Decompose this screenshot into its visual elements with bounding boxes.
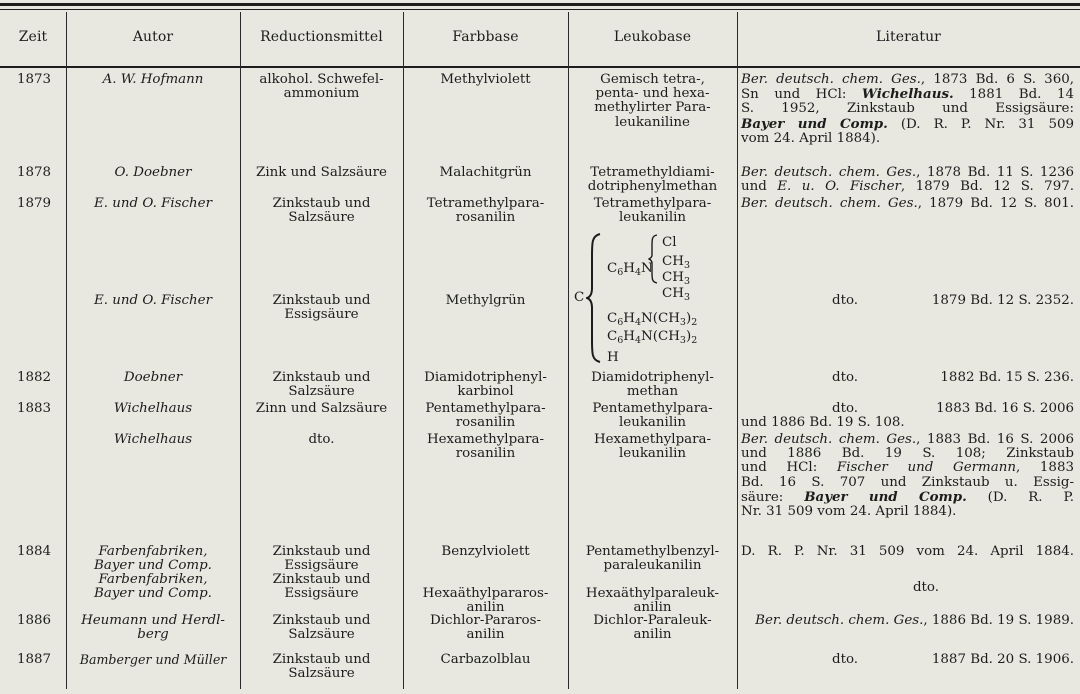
leukobase-line: penta- und hexa- [595,86,710,102]
reduction-line: Salzsäure [288,627,355,643]
farbbase-line: Tetramethylpara- [426,196,545,211]
literatur-line [741,197,1074,211]
column-divider [568,12,569,689]
literatur-line [741,73,1074,87]
reduction-line: Zinkstaub und [272,544,371,559]
author-cell [68,294,238,308]
farbbase-line: rosanilin [455,446,516,462]
header-bottom-rule [0,66,1080,68]
formula-subscript: 3 [683,260,690,271]
column-divider [240,12,241,689]
farbbase-cell [405,371,566,399]
reference-title: Ber. deutsch. chem. Ges. [741,432,917,447]
formula-subscript: 4 [634,317,642,328]
reference-text: und HCl: [741,460,837,476]
reference-text: (D. R. P. [966,489,1074,505]
formula-text: CH [662,286,684,301]
farbbase-line: Dichlor-Pararos- [429,613,542,628]
reduction-cell [242,653,401,681]
reduction-cell [242,197,401,225]
dto-reference: dto. [832,293,859,308]
formula-text: H [623,261,635,276]
formula-text: H [623,311,635,326]
reduction-line: Zinkstaub und [272,613,371,628]
leukobase-line: Dichlor-Paraleuk- [593,613,712,628]
literatur-cell: 1883 Bd. 16 S. 2006 [936,401,1074,416]
reduction-line: Salzsäure [288,384,355,400]
formula-subscript: 4 [634,335,642,346]
formula-cl: Cl [662,235,677,250]
author-cell [68,402,238,416]
author-line: Bayer und Comp. [94,558,212,574]
farbbase-line: rosanilin [455,415,516,431]
reference-text: Sn und HCl: [741,87,862,103]
farbbase-cell [405,587,566,615]
author-cell [68,545,238,573]
year-cell: 1873 [16,72,52,87]
reference-text: , 1879 Bd. 12 S. 801. [917,196,1074,211]
leukobase-cell [570,197,735,225]
formula-text: C [607,311,618,326]
year-cell: 1882 [16,370,52,385]
farbbase-line: Hexaäthylpararos- [422,586,549,601]
dto-reference: dto. [912,580,940,595]
author-cell [68,653,238,667]
leukobase-line: leukanilin [618,210,687,226]
literatur-line [741,117,1074,132]
formula-text: N(CH [641,329,680,344]
reduction-line: Essigsäure [284,586,359,602]
author-line: berg [137,627,169,643]
reduction-line: dto. [308,432,335,447]
formula-dimethylamino-phenyl [607,330,697,348]
reduction-line: Zinn und Salzsäure [255,401,388,416]
leukobase-line: leukanilin [618,446,687,462]
literatur-cell: 1887 Bd. 20 S. 1906. [931,652,1074,667]
formula-subscript: 4 [634,267,642,278]
farbbase-cell [405,402,566,430]
author-line: Wichelhaus [113,401,193,416]
reduction-cell [242,73,401,101]
leukobase-line: Gemisch tetra-, [600,72,705,87]
reduction-line: Zinkstaub und [272,370,371,385]
leukobase-cell [570,614,735,642]
reference-author: E. u. O. Fischer [777,179,901,195]
reference-text: , 1883 [1015,460,1074,476]
formula-subscript: 3 [683,292,690,303]
farbbase-cell [405,545,566,559]
header-zeit: Zeit [18,29,48,45]
farbbase-cell [405,653,566,667]
reference-author: Wichelhaus. [861,86,954,103]
reference-text: , 1883 Bd. 16 S. 2006 [916,432,1074,447]
formula-subscript: 6 [617,267,624,278]
farbbase-line: Benzylviolett [441,544,530,559]
literatur-cell [741,197,1074,211]
author-line: Farbenfabriken, [98,544,208,559]
formula-carbon: C [574,290,585,305]
leukobase-line: Tetramethyldiami- [590,165,715,180]
leukobase-cell [570,166,735,194]
formula-text: ) [685,311,692,326]
reduction-line: ammonium [283,86,360,102]
leukobase-line: methan [626,384,679,400]
year-cell: 1878 [16,165,52,180]
header-farbbase: Farbbase [452,29,519,45]
reduction-cell [242,545,401,573]
leukobase-line: Hexaäthylparaleuk- [585,586,720,601]
literatur-cell [741,614,1074,628]
literatur-line: Bd. 16 S. 707 und Zinkstaub u. Essig- [741,474,1074,490]
reduction-line: Zinkstaub und [272,652,371,667]
farbbase-line: anilin [466,600,505,616]
literatur-cell [741,433,1074,519]
reference-author: Bayer und Comp. [741,115,888,132]
leukobase-line: anilin [633,627,672,643]
literatur-line [741,180,1074,194]
literatur-line [741,87,1074,102]
author-cell [68,573,238,601]
author-line: Doebner [123,370,183,385]
reference-text: und [741,179,778,195]
author-cell [68,197,238,211]
author-line: Bamberger und Müller [79,652,227,667]
reduction-line: Salzsäure [288,210,355,226]
farbbase-line: anilin [466,627,505,643]
leukobase-line: anilin [633,600,672,616]
reference-text: , 1879 Bd. 12 S. 797. [900,179,1074,195]
formula-subscript: 6 [617,317,624,328]
year-cell: 1883 [16,401,52,416]
literatur-line: D. R. P. Nr. 31 509 vom 24. April 1884. [741,544,1074,559]
farbbase-line: Diamidotriphenyl- [424,370,547,385]
reference-text: (D. R. P. Nr. 31 509 [887,116,1075,132]
literatur-cell [741,73,1074,146]
farbbase-cell [405,614,566,642]
top-rule-thin [0,9,1080,10]
dto-reference: dto. [832,652,859,667]
reduction-cell [242,573,401,601]
formula-subscript: 3 [679,317,686,328]
reduction-cell [242,402,401,416]
formula-subscript: 2 [691,335,698,346]
reduction-cell [242,433,401,447]
farbbase-line: Pentamethylpara- [425,401,546,416]
leukobase-line: dotriphenylmethan [587,179,718,195]
farbbase-line: Hexamethylpara- [426,432,545,447]
leukobase-line: Pentamethylpara- [592,401,713,416]
author-cell [68,166,238,180]
leukobase-line: paraleukanilin [603,558,702,574]
leukobase-cell [570,587,735,615]
reference-author: Bayer und Comp. [804,488,967,505]
header-autor: Autor [132,29,174,45]
reduction-cell [242,294,401,322]
literatur-line: und 1886 Bd. 19 S. 108. [741,415,905,430]
reference-author: Fischer und Germann [836,460,1016,476]
literatur-line [741,433,1074,447]
reduction-line: Zinkstaub und [272,196,371,211]
reference-text: säure: [741,489,805,505]
reduction-line: Zinkstaub und [272,572,371,587]
author-line: A. W. Hofmann [102,72,204,87]
author-cell [68,73,238,87]
literatur-line [741,614,1074,628]
formula-text: CH [662,270,684,285]
reference-title: Ber. deutsch. chem. Ges. [741,196,918,211]
reference-title: Ber. deutsch. chem. Ges. [755,613,924,628]
author-cell [68,371,238,385]
reduction-line: Essigsäure [284,307,359,323]
author-cell [68,433,238,447]
leukobase-cell [570,433,735,461]
reduction-line: Zinkstaub und [272,293,371,308]
formula-group-phenyl-n [607,262,653,280]
reference-text: , 1873 Bd. 6 S. 360, [920,72,1074,87]
reduction-line: Essigsäure [284,558,359,574]
formula-text: C [607,261,618,276]
formula-text: C [607,329,618,344]
formula-ch3 [662,287,690,305]
farbbase-cell [405,294,566,308]
author-cell [68,614,238,642]
reference-text: 1881 Bd. 14 [953,87,1074,103]
header-leukobase: Leukobase [613,29,692,45]
leukobase-line: leukaniline [615,114,690,130]
leukobase-line: Hexamethylpara- [593,432,712,447]
author-line: Bayer und Comp. [94,586,212,602]
formula-text: N [641,261,653,276]
column-divider [66,12,67,689]
year-cell: 1884 [16,544,52,559]
formula-subscript: 3 [679,335,686,346]
leukobase-line: Tetramethylpara- [593,196,712,211]
farbbase-line: Methylviolett [440,72,531,87]
formula-subscript: 3 [683,276,690,287]
literatur-cell: 1879 Bd. 12 S. 2352. [931,293,1074,308]
author-line: Heumann und Herdl- [81,613,225,628]
leukobase-cell [570,73,735,130]
literatur-line: S. 1952, Zinkstaub und Essigsäure: [741,101,1074,117]
left-brace [586,232,602,364]
header-reductionsmittel: Reductionsmittel [260,29,383,45]
formula-text: CH [662,254,684,269]
farbbase-cell [405,433,566,461]
dto-reference: dto. [832,370,859,385]
farbbase-line: Malachitgrün [439,165,532,180]
literatur-line [741,490,1074,505]
literatur-cell [741,545,1074,559]
farbbase-line: karbinol [457,384,514,400]
literatur-cell [741,166,1074,194]
reduction-cell [242,166,401,180]
literatur-line [741,166,1074,180]
farbbase-cell [405,166,566,180]
column-divider [737,12,738,689]
leukobase-line: Diamidotriphenyl- [591,370,714,385]
formula-hydrogen: H [607,350,619,365]
reference-text: , 1886 Bd. 19 S. 1989. [923,613,1074,628]
literatur-line: Nr. 31 509 vom 24. April 1884). [741,504,957,520]
formula-dimethylamino-phenyl [607,312,697,330]
formula-text: N(CH [641,311,680,326]
reduction-line: Salzsäure [288,666,355,682]
formula-subscript: 2 [691,317,698,328]
reference-title: Ber. deutsch. chem. Ges. [741,72,921,87]
year-cell: 1879 [16,196,52,211]
dto-reference: dto. [832,401,859,416]
literatur-line [741,461,1074,475]
author-line: E. und O. Fischer [94,293,212,308]
reduction-cell [242,614,401,642]
literatur-line: vom 24. April 1884). [741,130,881,146]
reduction-cell [242,371,401,399]
leukobase-cell [570,545,735,573]
header-literatur: Literatur [876,29,941,45]
farbbase-line: Methylgrün [445,293,526,308]
author-line: O. Doebner [114,165,192,180]
literatur-cell: 1882 Bd. 15 S. 236. [940,370,1074,385]
literatur-line: und 1886 Bd. 19 S. 108; Zinkstaub [741,446,1074,462]
leukobase-cell [570,402,735,430]
author-line: E. und O. Fischer [94,196,212,211]
column-divider [403,12,404,689]
leukobase-line: leukanilin [618,415,687,431]
formula-subscript: 6 [617,335,624,346]
author-line: Wichelhaus [113,432,193,447]
farbbase-cell [405,73,566,87]
year-cell: 1887 [16,652,52,667]
reference-title: Ber. deutsch. chem. Ges. [741,165,917,180]
leukobase-line: methylirter Para- [594,100,711,116]
farbbase-line: Carbazolblau [440,652,531,667]
year-cell: 1886 [16,613,52,628]
author-line: Farbenfabriken, [98,572,208,587]
top-rule-thick [0,3,1080,6]
leukobase-cell [570,371,735,399]
farbbase-line: rosanilin [455,210,516,226]
formula-text: ) [685,329,692,344]
reduction-line: alkohol. Schwefel- [259,72,384,87]
leukobase-line: Pentamethylbenzyl- [585,544,720,559]
formula-text: H [623,329,635,344]
reduction-line: Zink und Salzsäure [256,165,387,180]
farbbase-cell [405,197,566,225]
reference-text: , 1878 Bd. 11 S. 1236 [916,165,1074,180]
